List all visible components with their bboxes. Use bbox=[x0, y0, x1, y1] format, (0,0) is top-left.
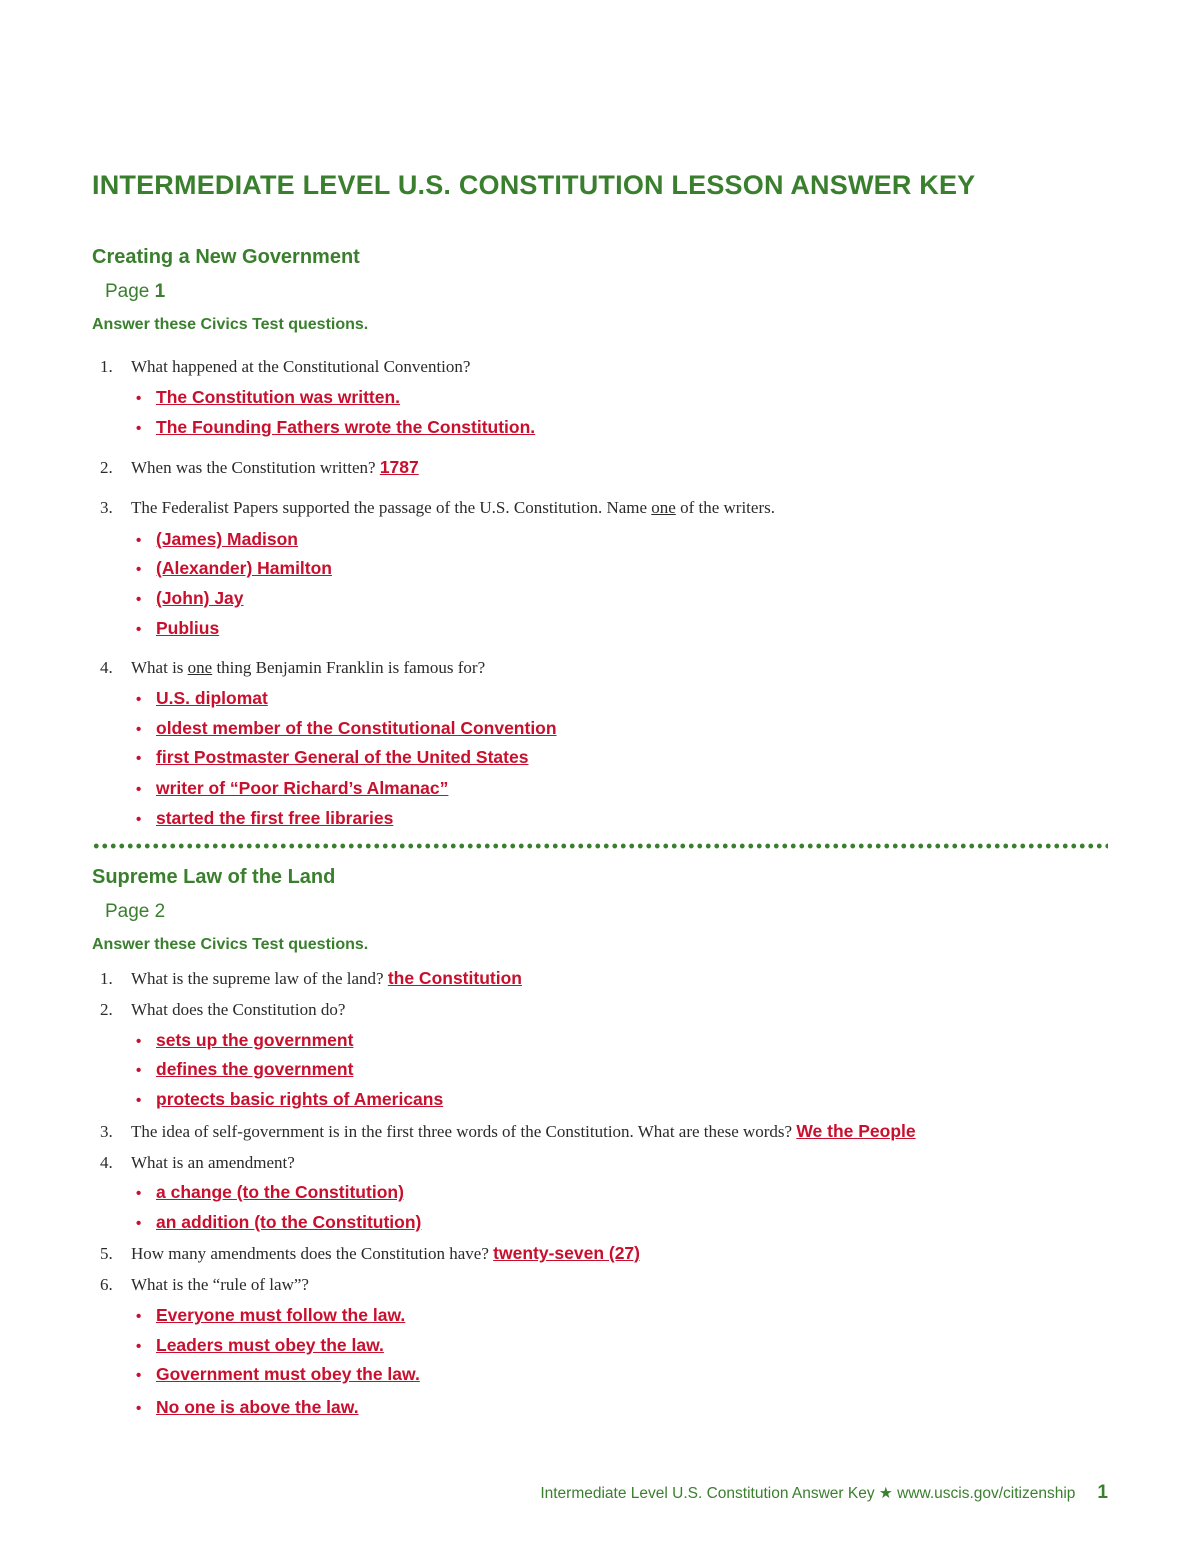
answer-item: • U.S. diplomat bbox=[136, 686, 268, 710]
section-page-number: 2 bbox=[154, 901, 166, 922]
inline-answer: We the People bbox=[796, 1121, 916, 1141]
section-page-number: 1 bbox=[154, 281, 166, 302]
question-text: What does the Constitution do? bbox=[131, 1000, 346, 1019]
bullet-icon: • bbox=[136, 1185, 142, 1202]
answer-item: • No one is above the law. bbox=[136, 1395, 359, 1419]
footer-page-number: 1 bbox=[1097, 1482, 1108, 1503]
bullet-icon: • bbox=[136, 1338, 142, 1355]
answer-item: • The Constitution was written. bbox=[136, 385, 400, 409]
question-1-1: 1. What happened at the Constitutional Convention? bbox=[100, 357, 471, 376]
question-1-4: 4. What is one thing Benjamin Franklin is famous for? bbox=[100, 658, 486, 677]
bullet-icon: • bbox=[136, 781, 142, 798]
question-1-2: 2. When was the Constitution written? 1787 bbox=[100, 457, 419, 477]
bullet-icon: • bbox=[136, 721, 142, 738]
bullet-icon: • bbox=[136, 532, 142, 549]
question-2-1: 1. What is the supreme law of the land? the Constitution bbox=[100, 968, 522, 988]
answer-item: • a change (to the Constitution) bbox=[136, 1180, 404, 1204]
emphasis-word: one bbox=[187, 658, 213, 677]
inline-answer: 1787 bbox=[379, 457, 419, 477]
answer-item: • Government must obey the law. bbox=[136, 1362, 420, 1386]
bullet-icon: • bbox=[136, 420, 142, 437]
question-text: When was the Constitution written? bbox=[131, 458, 376, 477]
answer-item: • oldest member of the Constitutional Convention bbox=[136, 716, 557, 740]
answer-item: • protects basic rights of Americans bbox=[136, 1087, 443, 1111]
answer-item: • (James) Madison bbox=[136, 527, 298, 551]
question-text: What is an amendment? bbox=[131, 1153, 295, 1172]
answer-item: • started the first free libraries bbox=[136, 806, 393, 830]
answer-item: • sets up the government bbox=[136, 1028, 353, 1052]
bullet-icon: • bbox=[136, 1215, 142, 1232]
question-2-3: 3. The idea of self-government is in the first three words of the Constitution. What are these words? We the People bbox=[100, 1121, 916, 1141]
answer-item: • Everyone must follow the law. bbox=[136, 1303, 405, 1327]
inline-answer: twenty-seven (27) bbox=[493, 1243, 640, 1263]
page-footer bbox=[540, 1482, 1108, 1504]
emphasis-word: one bbox=[651, 498, 676, 517]
bullet-icon: • bbox=[136, 1367, 142, 1384]
section-title-supreme-law: Supreme Law of the Land bbox=[92, 866, 336, 888]
question-text: The idea of self-government is in the first three words of the Constitution. What are these words? bbox=[131, 1122, 793, 1141]
question-2-2: 2. What does the Constitution do? bbox=[100, 1000, 346, 1019]
bullet-icon: • bbox=[136, 561, 142, 578]
bullet-icon: • bbox=[136, 750, 142, 767]
answer-item: • first Postmaster General of the United States bbox=[136, 745, 528, 769]
bullet-icon: • bbox=[136, 811, 142, 828]
answer-item: • (Alexander) Hamilton bbox=[136, 556, 332, 580]
question-text: What happened at the Constitutional Convention? bbox=[131, 357, 471, 376]
document-title: INTERMEDIATE LEVEL U.S. CONSTITUTION LESSON ANSWER KEY bbox=[92, 170, 976, 200]
question-text: What is the supreme law of the land? bbox=[131, 969, 384, 988]
question-1-3: 3. The Federalist Papers supported the passage of the U.S. Constitution. Name one of the writers. bbox=[100, 498, 775, 517]
inline-answer: the Constitution bbox=[387, 968, 522, 988]
question-2-5: 5. How many amendments does the Constitution have? twenty-seven (27) bbox=[100, 1243, 640, 1263]
bullet-icon: • bbox=[136, 691, 142, 708]
dotted-divider bbox=[92, 843, 1108, 849]
section-instruction: Answer these Civics Test questions. bbox=[92, 316, 369, 333]
bullet-icon: • bbox=[136, 390, 142, 407]
bullet-icon: • bbox=[136, 621, 142, 638]
answer-item: • The Founding Fathers wrote the Constitution. bbox=[136, 415, 535, 439]
section-page-label: Page 1 bbox=[105, 281, 166, 302]
question-text: What is the “rule of law”? bbox=[131, 1275, 309, 1294]
answer-item: • Publius bbox=[136, 616, 219, 640]
question-2-6: 6. What is the “rule of law”? bbox=[100, 1275, 309, 1294]
answer-item: • (John) Jay bbox=[136, 586, 244, 610]
section-instruction: Answer these Civics Test questions. bbox=[92, 936, 369, 953]
answer-item: • defines the government bbox=[136, 1057, 353, 1081]
bullet-icon: • bbox=[136, 591, 142, 608]
bullet-icon: • bbox=[136, 1033, 142, 1050]
section-title-creating-government: Creating a New Government bbox=[92, 246, 360, 268]
footer-text: Intermediate Level U.S. Constitution Answer Key ★ www.uscis.gov/citizenship bbox=[540, 1485, 1076, 1502]
bullet-icon: • bbox=[136, 1400, 142, 1417]
answer-item: • Leaders must obey the law. bbox=[136, 1333, 384, 1357]
question-text: How many amendments does the Constitution have? bbox=[131, 1244, 489, 1263]
bullet-icon: • bbox=[136, 1092, 142, 1109]
answer-item: • an addition (to the Constitution) bbox=[136, 1210, 421, 1234]
question-2-4: 4. What is an amendment? bbox=[100, 1153, 295, 1172]
answer-item: • writer of “Poor Richard’s Almanac” bbox=[136, 776, 448, 800]
section-page-label: Page 2 bbox=[105, 901, 166, 922]
bullet-icon: • bbox=[136, 1062, 142, 1079]
bullet-icon: • bbox=[136, 1308, 142, 1325]
